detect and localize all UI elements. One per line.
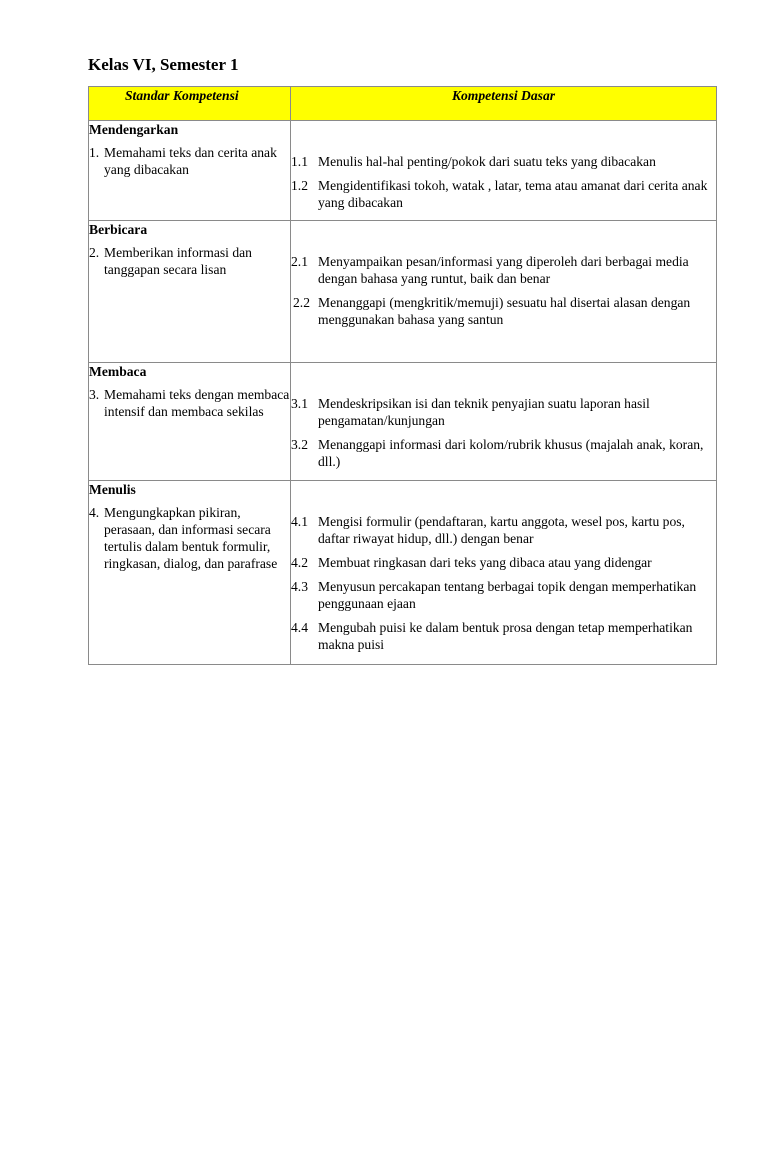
kd-number: 4.1 (291, 514, 308, 529)
kd-item (291, 436, 716, 470)
page-title: Kelas VI, Semester 1 (88, 55, 239, 74)
sk-item (89, 504, 290, 572)
kd-item (291, 619, 716, 653)
kd-number: 4.3 (291, 579, 308, 594)
kd-number: 3.2 (291, 437, 308, 452)
sk-cell (89, 363, 291, 481)
sk-text: Memberikan informasi dan tanggapan secara lisan (104, 245, 252, 277)
kd-cell (291, 121, 717, 221)
sk-number: 3. (89, 387, 100, 402)
kd-item (291, 153, 716, 170)
kd-item (291, 253, 716, 287)
kd-text: Mengidentifikasi tokoh, watak , latar, tema atau amanat dari cerita anak yang dibacakan (318, 178, 708, 210)
kd-text: Menyampaikan pesan/informasi yang diperoleh dari berbagai media dengan bahasa yang runtut, baik dan benar (318, 254, 689, 286)
kd-text: Membuat ringkasan dari teks yang dibaca atau yang didengar (318, 555, 652, 570)
kd-item (291, 554, 716, 571)
sk-cell (89, 221, 291, 363)
section-name: Menulis (89, 482, 136, 497)
table-row (89, 481, 717, 665)
kd-number: 4.4 (291, 620, 308, 635)
sk-item (89, 386, 290, 420)
sk-cell (89, 481, 291, 665)
competency-table (88, 86, 717, 665)
section-name: Berbicara (89, 222, 148, 237)
kd-number: 3.1 (291, 396, 308, 411)
kd-number: 1.1 (291, 154, 308, 169)
table-header-row (89, 87, 717, 121)
sk-text: Memahami teks dan cerita anak yang dibacakan (104, 145, 277, 177)
section-name: Mendengarkan (89, 122, 179, 137)
sk-number: 2. (89, 245, 100, 260)
table-row (89, 221, 717, 363)
kd-item (291, 177, 716, 211)
kd-number: 1.2 (291, 178, 308, 193)
sk-number: 4. (89, 505, 100, 520)
kd-text: Menanggapi (mengkritik/memuji) sesuatu hal disertai alasan dengan menggunakan bahasa yang santun (318, 295, 691, 327)
kd-cell (291, 481, 717, 665)
kd-number: 4.2 (291, 555, 308, 570)
table-row (89, 363, 717, 481)
header-kompetensi-dasar: Kompetensi Dasar (291, 87, 717, 121)
header-standar-kompetensi: Standar Kompetensi (89, 87, 291, 121)
kd-text: Menyusun percakapan tentang berbagai topik dengan memperhatikan penggunaan ejaan (318, 579, 697, 611)
kd-item (291, 395, 716, 429)
kd-text: Mendeskripsikan isi dan teknik penyajian suatu laporan hasil pengamatan/kunjungan (318, 396, 650, 428)
sk-number: 1. (89, 145, 100, 160)
kd-cell (291, 221, 717, 363)
kd-cell (291, 363, 717, 481)
kd-text: Menanggapi informasi dari kolom/rubrik khusus (majalah anak, koran, dll.) (318, 437, 704, 469)
kd-number: 2.1 (291, 254, 308, 269)
table-row (89, 121, 717, 221)
kd-number: 2.2 (293, 295, 310, 310)
section-name: Membaca (89, 364, 147, 379)
sk-text: Memahami teks dengan membaca intensif dan membaca sekilas (104, 387, 290, 419)
sk-item (89, 244, 290, 278)
kd-text: Mengubah puisi ke dalam bentuk prosa dengan tetap memperhatikan makna puisi (318, 620, 693, 652)
kd-item (291, 294, 716, 328)
kd-text: Mengisi formulir (pendaftaran, kartu anggota, wesel pos, kartu pos, daftar riwayat hidup, dll.) dengan benar (318, 514, 685, 546)
sk-text: Mengungkapkan pikiran, perasaan, dan informasi secara tertulis dalam bentuk formulir, ringkasan, dialog, dan parafrase (104, 505, 278, 571)
kd-item (291, 513, 716, 547)
kd-text: Menulis hal-hal penting/pokok dari suatu teks yang dibacakan (318, 154, 656, 169)
kd-item (291, 578, 716, 612)
sk-cell (89, 121, 291, 221)
sk-item (89, 144, 290, 178)
